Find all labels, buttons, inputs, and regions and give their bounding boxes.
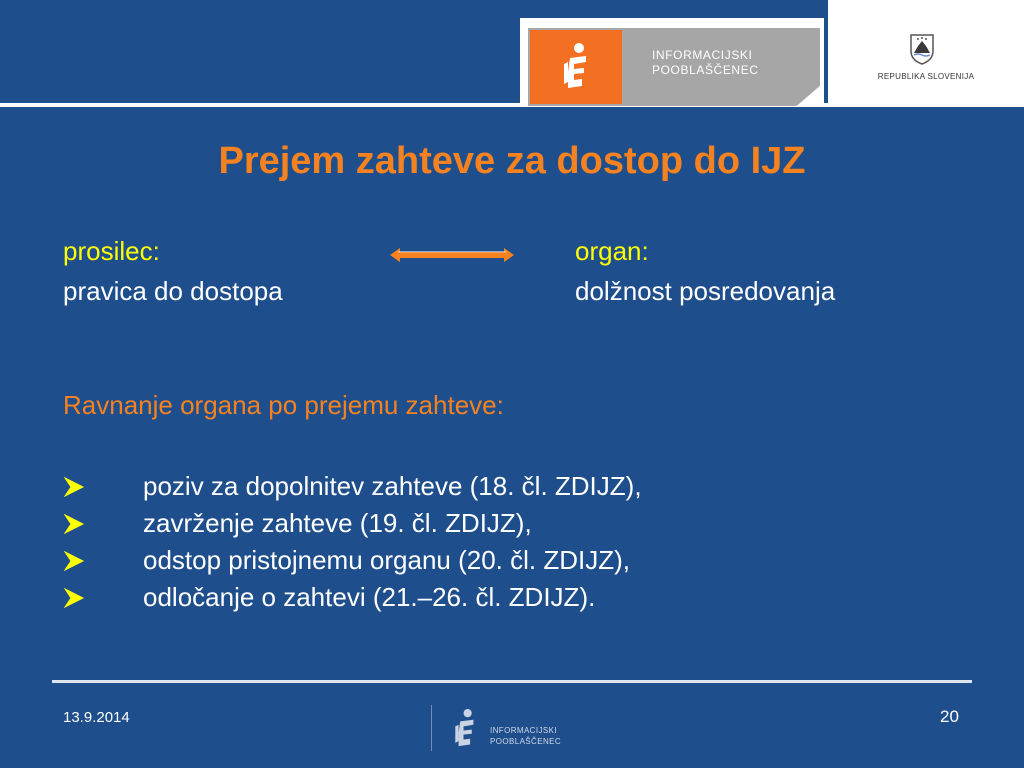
arrowhead-bullet-icon: [63, 477, 85, 497]
left-text: pravica do dostopa: [63, 276, 283, 306]
list-item: [63, 542, 963, 579]
list-item: [63, 505, 963, 542]
right-heading: organ:: [575, 236, 649, 266]
arrowhead-bullet-icon: [63, 588, 85, 608]
arrowhead-bullet-icon: [63, 514, 85, 534]
person-figure-icon: [560, 42, 594, 90]
slide-title: Prejem zahteve za dostop do IJZ: [218, 140, 806, 182]
logo-text-line2: POOBLAŠČENEC: [652, 63, 759, 77]
list-item: [63, 468, 963, 505]
footer-logo-line1: INFORMACIJSKI: [490, 726, 557, 735]
footer-date: 13.9.2014: [63, 709, 130, 726]
page-number: 20: [940, 707, 959, 726]
arrowhead-bullet-icon: [63, 551, 85, 571]
bullet-text: odločanje o zahtevi (21.–26. čl. ZDIJZ).: [143, 582, 596, 612]
list-item: [63, 579, 963, 616]
footer-separator: [431, 705, 432, 751]
bullet-list: [63, 468, 963, 616]
bullet-text: zavrženje zahteve (19. čl. ZDIJZ),: [143, 508, 532, 538]
republic-text: REPUBLIKA SLOVENIJA: [877, 72, 975, 81]
right-text: dolžnost posredovanja: [575, 276, 836, 306]
footer-logo-text: [490, 725, 561, 747]
left-heading: prosilec:: [63, 236, 160, 266]
logo-text-line1: INFORMACIJSKI: [652, 48, 753, 62]
logo-text: [652, 48, 812, 78]
double-arrow-icon: [390, 245, 514, 265]
footer-person-figure-icon: [452, 708, 480, 748]
footer-logo-line2: POOBLAŠČENEC: [490, 737, 562, 746]
section-heading: Ravnanje organa po prejemu zahteve:: [63, 390, 504, 420]
footer-divider: [52, 680, 972, 683]
bullet-text: odstop pristojnemu organu (20. čl. ZDIJZ),: [143, 545, 630, 575]
bullet-text: poziv za dopolnitev zahteve (18. čl. ZDIJZ),: [143, 471, 642, 501]
coat-of-arms-icon: [909, 33, 935, 65]
